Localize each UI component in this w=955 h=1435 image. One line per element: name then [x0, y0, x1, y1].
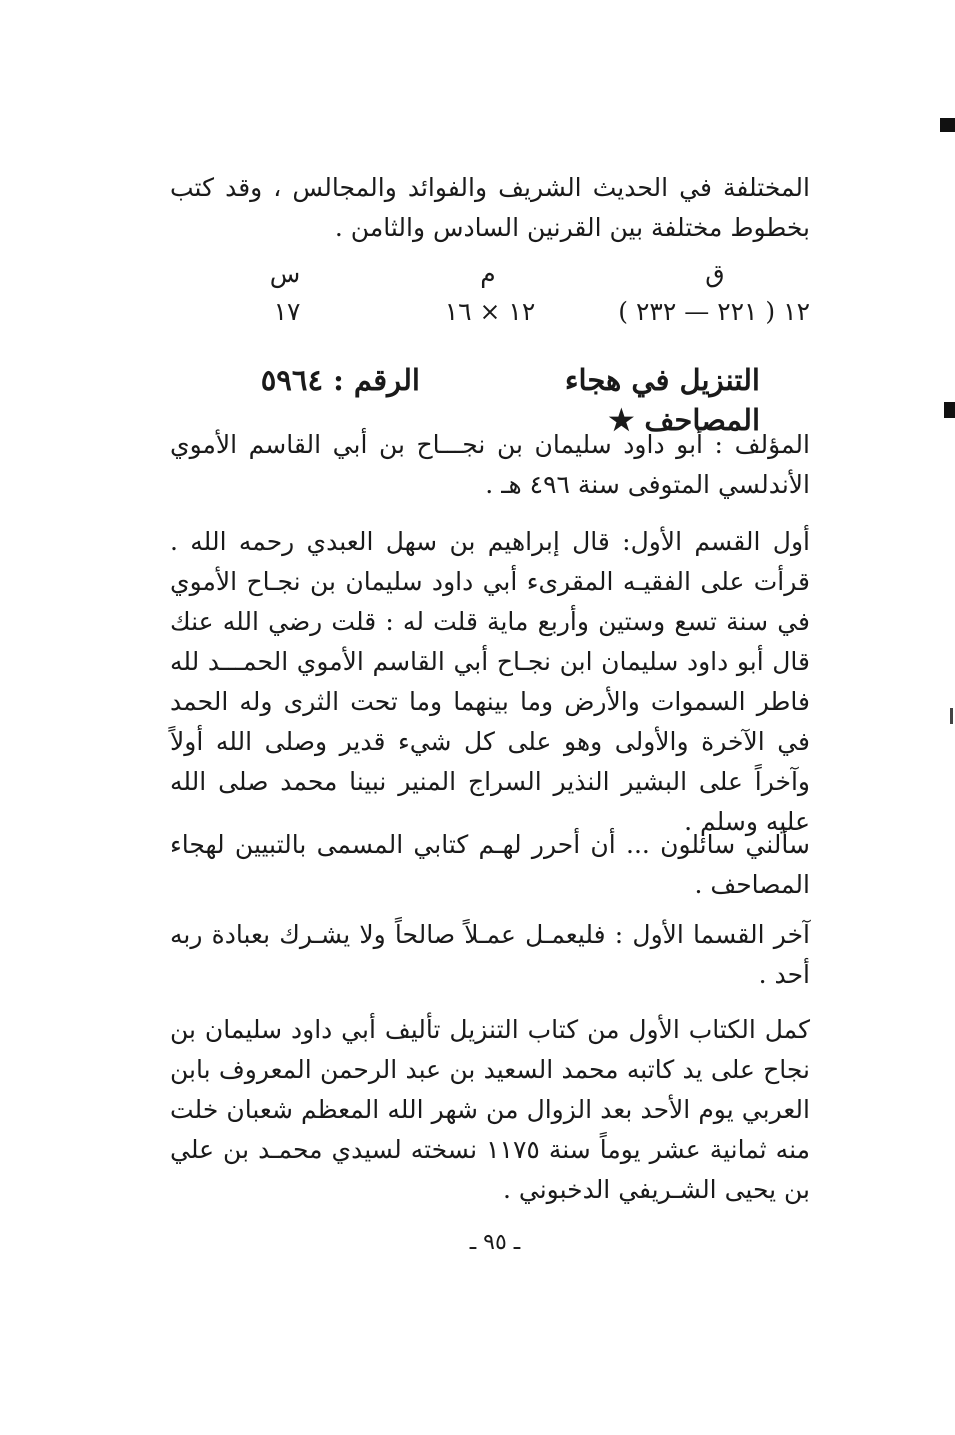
catalog-value-m: ١٢ × ١٦	[444, 297, 536, 326]
first-part-paragraph: أول القسم الأول: قال إبراهيم بن سهل العبدي رحمه الله . قرأت على الفقيـه المقرىء أبي داود سليمان بن نجـاح الأموي في سنة تسع وستين وأربع ماية قلت له : قلت رضي الله عنك قال أبو داود سليمان ابن نجـاح أبي القاسم الأموي الحمـــد لله فاطر السموات والأرض وما بينهما وما تحت الثرى وله الحمد في الآخرة والأولى وهو على كل شيء قدير وصلى الله أولاً وآخراً على البشير النذير السراج المنير نبينا محمد صلى الله عليه وسلم .	[170, 527, 810, 836]
page-number: ـ ٩٥ ـ	[469, 1230, 521, 1255]
catalog-header-s: س	[269, 259, 301, 288]
catalog-value-s: ١٧	[273, 297, 301, 326]
author-paragraph: المؤلف : أبو داود سليمان بن نجـــاح بن أبي القاسم الأموي الأندلسي المتوفى سنة ٤٩٦ هـ .	[170, 430, 810, 499]
catalog-header-q: ق	[705, 259, 725, 288]
entry-title: التنزيل في هجاء المصاحف ★	[564, 363, 760, 437]
catalog-header-m: م	[480, 259, 496, 288]
catalog-value-q: ١٢ ( ٢٢١ — ٢٣٢ )	[618, 297, 810, 326]
entry-number: الرقم : ٥٩٦٤	[260, 363, 420, 397]
intro-paragraph: المختلفة في الحديث الشريف والفوائد والمجالس ، وقد كتب بخطوط مختلفة بين القرنين السادس والثامن .	[170, 173, 810, 242]
scan-edge-mark	[950, 708, 953, 724]
request-paragraph: سألني سائلون ... أن أحرر لهـم كتابي المسمى بالتبيين لهجاء المصاحف .	[170, 830, 810, 899]
scan-edge-mark	[940, 118, 955, 132]
colophon-paragraph: كمل الكتاب الأول من كتاب التنزيل تأليف أبي داود سليمان بن نجاح على يد كاتبه محمد السعيد بن عبد الرحمن المعروف بابن العربي يوم الأحد بعد الزوال من شهر الله المعظم شعبان خلت منه ثمانية عشر يوماً سنة ١١٧٥ نسخته لسيدي محمـد بن علي بن يحيى الشـريفي الدخبوني .	[170, 1015, 811, 1204]
scan-edge-mark	[944, 402, 955, 418]
end-first-part-paragraph: آخر القسما الأول : فليعمـل عمـلاً صالحاً ولا يشـرك بعبادة ربه أحد .	[170, 920, 810, 989]
